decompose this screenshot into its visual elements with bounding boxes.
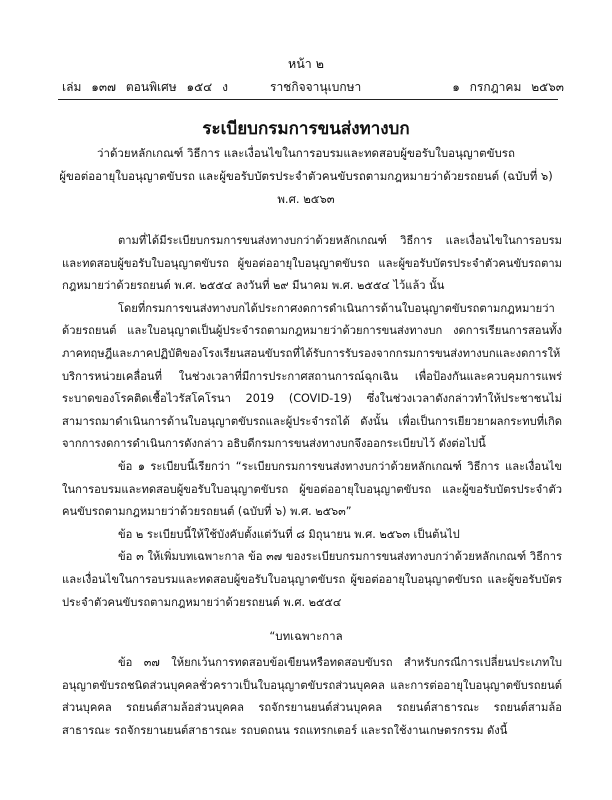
date-day: ๑ [452,80,460,94]
gazette-issue-info [62,78,234,97]
date-month: กรกฎาคม [469,80,522,94]
paragraph-clause-2: ข้อ ๒ ระเบียบนี้ให้ใช้บังคับตั้งแต่วันที่ ๘ มิถุนายน พ.ศ. ๒๕๖๓ เป็นต้นไป [118,527,460,541]
subtitle-line-1: ว่าด้วยหลักเกณฑ์ วิธีการ และเงื่อนไขในการอบรมและทดสอบผู้ขอรับใบอนุญาตขับรถ [97,146,515,160]
paragraph-preamble: ตามที่ได้มีระเบียบกรมการขนส่งทางบกว่าด้วยหลักเกณฑ์ วิธีการ และเงื่อนไขในการอบรมและทดสอบผู้ขอรับใบอนุญาตขับรถ ผู้ขอต่ออายุใบอนุญาตขับรถ และผู้ขอรับบัตรประจำตัวคนขับรถตามกฎหมายว่าด้วยรถยนต์ พ.ศ. ๒๕๕๔ ลงวันที่ ๒๙ มีนาคม พ.ศ. ๒๕๕๔ ไว้แล้ว นั้น [62,234,562,293]
section-body [62,652,562,742]
paragraph-clause-1: ข้อ ๑ ระเบียบนี้เรียกว่า “ระเบียบกรมการขนส่งทางบกว่าด้วยหลักเกณฑ์ วิธีการ และเงื่อนไขในการอบรมและทดสอบผู้ขอรับใบอนุญาตขับรถ ผู้ขอต่ออายุใบอนุญาตขับรถ และผู้ขอรับบัตรประจำตัวคนขับรถตามกฎหมายว่าด้วยรถยนต์ (ฉบับที่ ๖) พ.ศ. ๒๕๖๓” [62,459,562,519]
paragraph-clause-3: ข้อ ๓ ให้เพิ่มบทเฉพาะกาล ข้อ ๓๗ ของระเบียบกรมการขนส่งทางบกว่าด้วยหลักเกณฑ์ วิธีการ และเงื่อนไขในการอบรมและทดสอบผู้ขอรับใบอนุญาตขับรถ ผู้ขอต่ออายุใบอนุญาตขับรถ และผู้ขอรับบัตรประจำตัวคนขับรถตามกฎหมายว่าด้วยรถยนต์ พ.ศ. ๒๕๕๔ [62,550,562,609]
subtitle-year: พ.ศ. ๒๕๖๓ [277,192,335,206]
issue-label: ตอนพิเศษ [125,80,177,94]
gazette-date [446,78,564,97]
issue-number: ๑๕๔ [186,80,213,94]
page-number: หน้า ๒ [287,56,325,71]
header-divider [58,99,558,100]
issue-suffix: ง [222,80,228,94]
paragraph-rationale: โดยที่กรมการขนส่งทางบกได้ประกาศงดการดำเนินการด้านใบอนุญาตขับรถตามกฎหมายว่าด้วยรถยนต์ และใบอนุญาตเป็นผู้ประจำรถตามกฎหมายว่าด้วยการขนส่งทางบก งดการเรียนการสอนทั้งภาคทฤษฎีและภาคปฏิบัติของโรงเรียนสอนขับรถที่ได้รับการรับรองจากกรมการขนส่งทางบกและงดการให้บริการหน่วยเคลื่อนที่ ในช่วงเวลาที่มีการประกาศสถานการณ์ฉุกเฉิน เพื่อป้องกันและควบคุมการแพร่ระบาดของโรคติดเชื้อไวรัสโคโรนา 2019 (COVID-19) ซึ่งในช่วงเวลาดังกล่าวทำให้ประชาชนไม่สามารถมาดำเนินการด้านใบอนุญาตขับรถและผู้ประจำรถได้ ดังนั้น เพื่อเป็นการเยียวยาผลกระทบที่เกิดจากการงดการดำเนินการดังกล่าว อธิบดีกรมการขนส่งทางบกจึงออกระเบียบไว้ ดังต่อไปนี้ [62,301,562,451]
section-heading: “บทเฉพาะกาล [269,629,343,643]
subtitle-line-2: ผู้ขอต่ออายุใบอนุญาตขับรถ และผู้ขอรับบัตรประจำตัวคนขับรถตามกฎหมายว่าด้วยรถยนต์ (ฉบับที่ ๖) [59,169,553,183]
volume-label: เล่ม [62,80,82,94]
paragraph-clause-37: ข้อ ๓๗ ให้ยกเว้นการทดสอบข้อเขียนหรือทดสอบขับรถ สำหรับกรณีการเปลี่ยนประเภทใบอนุญาตขับรถชนิดส่วนบุคคลชั่วคราวเป็นใบอนุญาตขับรถส่วนบุคคล และการต่ออายุใบอนุญาตขับรถยนต์ส่วนบุคคล รถยนต์สามล้อส่วนบุคคล รถจักรยานยนต์ส่วนบุคคล รถยนต์สาธารณะ รถยนต์สามล้อสาธารณะ รถจักรยานยนต์สาธารณะ รถบดถนน รถแทรกเตอร์ และรถใช้งานเกษตรกรรม ดังนี้ [62,656,562,737]
body-text [62,230,562,614]
gazette-name: ราชกิจจานุเบกษา [270,80,362,94]
document-title: ระเบียบกรมการขนส่งทางบก [202,119,410,139]
volume-number: ๑๓๗ [91,80,117,94]
date-year: ๒๕๖๓ [531,80,564,94]
